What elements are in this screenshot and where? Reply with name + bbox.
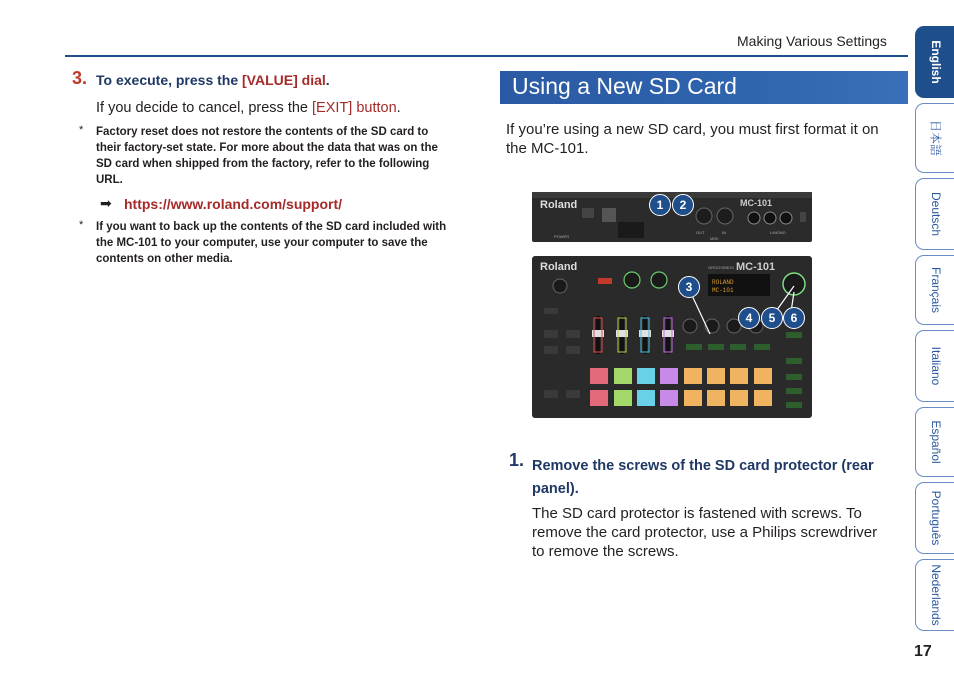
callout-4: 4 — [738, 307, 760, 329]
note-2: If you want to back up the contents of the SD card included with the MC-101 to your computer, use your computer to save the contents on other media. — [96, 221, 447, 265]
device-figure — [532, 190, 812, 418]
callout-1: 1 — [649, 194, 671, 216]
tab-nederlands[interactable]: Nederlands — [915, 559, 954, 631]
support-link[interactable]: https://www.roland.com/support/ — [124, 196, 343, 212]
arrow-icon: ➡ — [100, 195, 112, 211]
note-2-marker: * — [79, 219, 84, 231]
svg-text:GROOVEBOX: GROOVEBOX — [708, 265, 735, 270]
note-1: Factory reset does not restore the contents of the SD card to their factory-set state. For more about the data that was on the SD card when shipped from the factory, refer to the following URL. — [96, 126, 438, 186]
svg-text:IN: IN — [722, 230, 726, 235]
tab-espanol[interactable]: Español — [915, 407, 954, 477]
value-dial-ref: [VALUE] dial — [242, 72, 326, 88]
note-1-marker: * — [79, 124, 84, 136]
step-1-body: The SD card protector is fastened with screws. To remove the card protector, use a Philips screwdriver to remove the screws. — [532, 505, 878, 560]
step-1-number: 1. — [509, 450, 525, 470]
running-header: Making Various Settings — [737, 33, 887, 49]
svg-text:ROLAND: ROLAND — [712, 279, 734, 286]
callout-2: 2 — [672, 194, 694, 216]
tab-japanese[interactable]: 日本語 — [915, 103, 954, 173]
tab-english[interactable]: English — [915, 26, 954, 98]
tab-deutsch[interactable]: Deutsch — [915, 178, 954, 250]
page-number: 17 — [914, 643, 932, 660]
top-model: MC-101 — [736, 261, 776, 273]
step-3-instruction: To execute, press the [VALUE] dial. — [96, 72, 330, 88]
callout-3: 3 — [678, 276, 700, 298]
header-rule — [65, 55, 908, 57]
step-3-number: 3. — [72, 68, 88, 88]
svg-text:OUT: OUT — [696, 230, 705, 235]
cancel-instruction: If you decide to cancel, press the [EXIT] button. — [96, 100, 401, 116]
svg-text:MIDI: MIDI — [710, 236, 719, 241]
rear-model: MC-101 — [740, 198, 773, 208]
svg-text:L/MONO: L/MONO — [770, 230, 786, 235]
tab-italiano[interactable]: Italiano — [915, 330, 954, 402]
section-heading: Using a New SD Card — [512, 73, 737, 99]
tab-portugues[interactable]: Português — [915, 482, 954, 554]
top-brand: Roland — [540, 261, 578, 273]
exit-button-ref: [EXIT] button — [312, 100, 397, 116]
svg-text:MC-101: MC-101 — [712, 287, 734, 294]
rear-brand: Roland — [540, 199, 578, 211]
mc101-illustration — [532, 190, 812, 418]
callout-6: 6 — [783, 307, 805, 329]
tab-francais[interactable]: Français — [915, 255, 954, 325]
intro-text: If you’re using a new SD card, you must first format it on the MC-101. — [506, 121, 879, 157]
callout-5: 5 — [761, 307, 783, 329]
step-1-instruction: Remove the screws of the SD card protector (rear panel). — [532, 458, 874, 497]
svg-text:POWER: POWER — [554, 234, 570, 239]
